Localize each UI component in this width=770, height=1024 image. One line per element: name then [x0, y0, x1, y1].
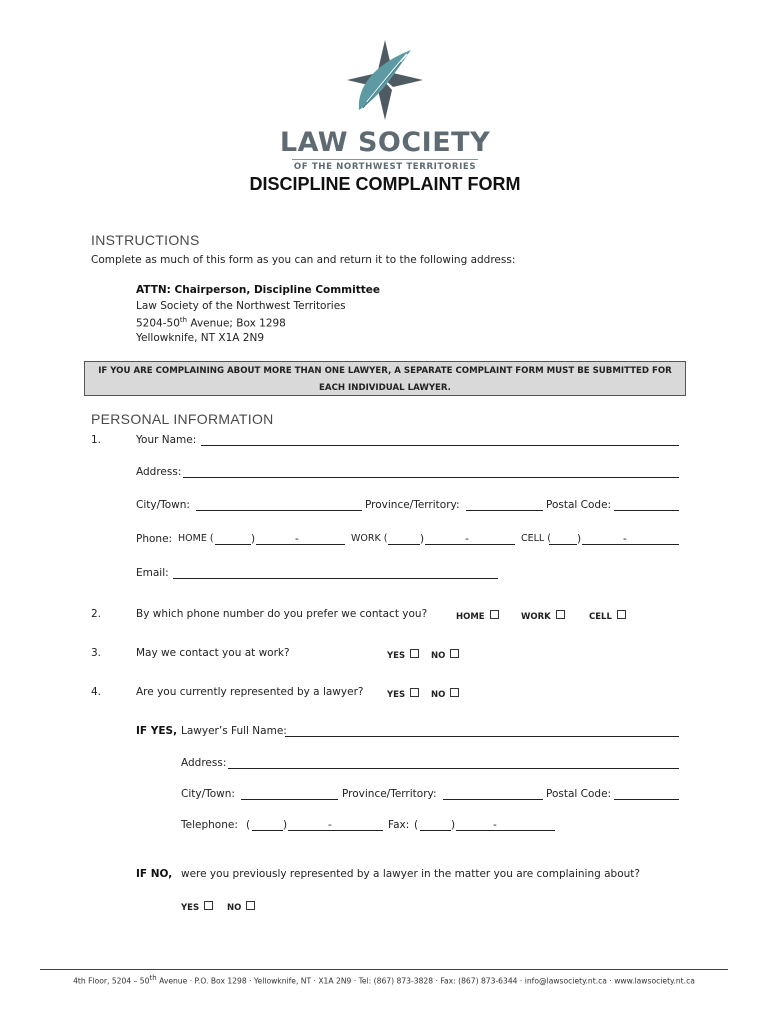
address-label: Address: [136, 466, 182, 478]
city-label: City/Town: [136, 499, 190, 511]
yes-checkbox[interactable] [204, 901, 213, 910]
yes-checkbox[interactable] [410, 688, 419, 697]
contact-at-work-question: May we contact you at work? [136, 647, 290, 659]
email-label: Email: [136, 567, 169, 579]
previous-representation-question: were you previously represented by a lawyer in the matter you are complaining about? [181, 868, 640, 880]
yes-checkbox[interactable] [410, 649, 419, 658]
home-checkbox[interactable] [490, 610, 499, 619]
paren: ) [577, 533, 582, 545]
lawyer-fax-field[interactable] [456, 830, 555, 831]
work-phone-label: WORK ( [351, 533, 388, 544]
org-name: LAW SOCIETY [279, 127, 491, 158]
cell-option[interactable]: CELL [589, 610, 626, 622]
org-subtitle: OF THE NORTHWEST TERRITORIES [292, 159, 478, 172]
address-line-3: Yellowknife, NT X1A 2N9 [136, 332, 265, 344]
paren-open: ( [246, 819, 251, 831]
home-phone-label: HOME ( [178, 533, 214, 544]
footer-divider [40, 969, 728, 970]
dash: - [465, 533, 469, 545]
yes-option[interactable]: YES [387, 649, 419, 661]
phone-label: Phone: [136, 533, 173, 545]
paren-open: ( [414, 819, 419, 831]
item-number: 1. [91, 434, 102, 446]
lawyer-province-field[interactable] [443, 799, 543, 800]
cell-phone-label: CELL ( [521, 533, 551, 544]
no-option[interactable]: NO [431, 649, 459, 661]
lawyer-name-label: Lawyer’s Full Name: [181, 725, 287, 737]
instructions-text: Complete as much of this form as you can and return it to the following address: [91, 254, 516, 266]
postal-label: Postal Code: [546, 499, 612, 511]
yes-option[interactable]: YES [387, 688, 419, 700]
paren: ) [451, 819, 456, 831]
lawyer-city-field[interactable] [241, 799, 338, 800]
no-option[interactable]: NO [431, 688, 459, 700]
lawyer-city-label: City/Town: [181, 788, 235, 800]
item-number: 4. [91, 686, 102, 698]
lawyer-address-field[interactable] [228, 768, 679, 769]
province-label: Province/Territory: [365, 499, 460, 511]
if-yes-label: IF YES, [136, 725, 178, 737]
lawyer-postal-field[interactable] [614, 799, 679, 800]
item-number: 3. [91, 647, 102, 659]
instructions-heading: INSTRUCTIONS [91, 232, 200, 248]
lawyer-fax-area-field[interactable] [420, 830, 451, 831]
represented-question: Are you currently represented by a lawyer? [136, 686, 364, 698]
paren: ) [283, 819, 288, 831]
lawyer-telephone-field[interactable] [288, 830, 383, 831]
no-checkbox[interactable] [450, 688, 459, 697]
no-option[interactable]: NO [227, 901, 255, 913]
compass-feather-icon [345, 38, 425, 122]
dash: - [493, 819, 497, 831]
dash: - [328, 819, 332, 831]
no-checkbox[interactable] [246, 901, 255, 910]
lawyer-address-label: Address: [181, 757, 227, 769]
address-line-2: 5204-50th Avenue; Box 1298 [136, 316, 286, 330]
no-checkbox[interactable] [450, 649, 459, 658]
dash: - [295, 533, 299, 545]
email-field[interactable] [173, 578, 498, 579]
if-no-label: IF NO, [136, 868, 173, 880]
work-area-code-field[interactable] [388, 544, 420, 545]
lawyer-postal-label: Postal Code: [546, 788, 612, 800]
fax-label: Fax: [388, 819, 410, 831]
logo [0, 38, 770, 172]
lawyer-name-field[interactable] [285, 736, 679, 737]
work-checkbox[interactable] [556, 610, 565, 619]
postal-field[interactable] [614, 510, 679, 511]
name-field[interactable] [201, 445, 679, 446]
lawyer-telephone-area-field[interactable] [252, 830, 283, 831]
contact-preference-question: By which phone number do you prefer we contact you? [136, 608, 428, 620]
paren: ) [251, 533, 256, 545]
item-number: 2. [91, 608, 102, 620]
address-line-1: Law Society of the Northwest Territories [136, 300, 346, 312]
name-label: Your Name: [136, 434, 197, 446]
attn-line: ATTN: Chairperson, Discipline Committee [136, 284, 380, 296]
address-field[interactable] [183, 477, 679, 478]
yes-option[interactable]: YES [181, 901, 213, 913]
multiple-lawyer-notice: IF YOU ARE COMPLAINING ABOUT MORE THAN ONE LAWYER, A SEPARATE COMPLAINT FORM MUST BE SUBMITTED FOR EACH INDIVIDUAL LAWYER. [84, 361, 686, 396]
cell-area-code-field[interactable] [549, 544, 577, 545]
province-field[interactable] [466, 510, 543, 511]
personal-info-heading: PERSONAL INFORMATION [91, 411, 274, 427]
city-field[interactable] [196, 510, 362, 511]
home-phone-field[interactable] [256, 544, 345, 545]
home-area-code-field[interactable] [215, 544, 251, 545]
home-option[interactable]: HOME [456, 610, 499, 622]
lawyer-province-label: Province/Territory: [342, 788, 437, 800]
dash: - [623, 533, 627, 545]
work-phone-field[interactable] [425, 544, 515, 545]
cell-phone-field[interactable] [582, 544, 679, 545]
paren: ) [420, 533, 425, 545]
work-option[interactable]: WORK [521, 610, 565, 622]
footer-contact: 4th Floor, 5204 – 50th Avenue · P.O. Box 1298 · Yellowknife, NT · X1A 2N9 · Tel: (867) 873-3828 · Fax: (867) 873-6344 · info@lawsociety.nt.ca · www.lawsociety.nt.ca [73, 974, 695, 986]
telephone-label: Telephone: [181, 819, 238, 831]
form-title: DISCIPLINE COMPLAINT FORM [249, 174, 521, 194]
cell-checkbox[interactable] [617, 610, 626, 619]
